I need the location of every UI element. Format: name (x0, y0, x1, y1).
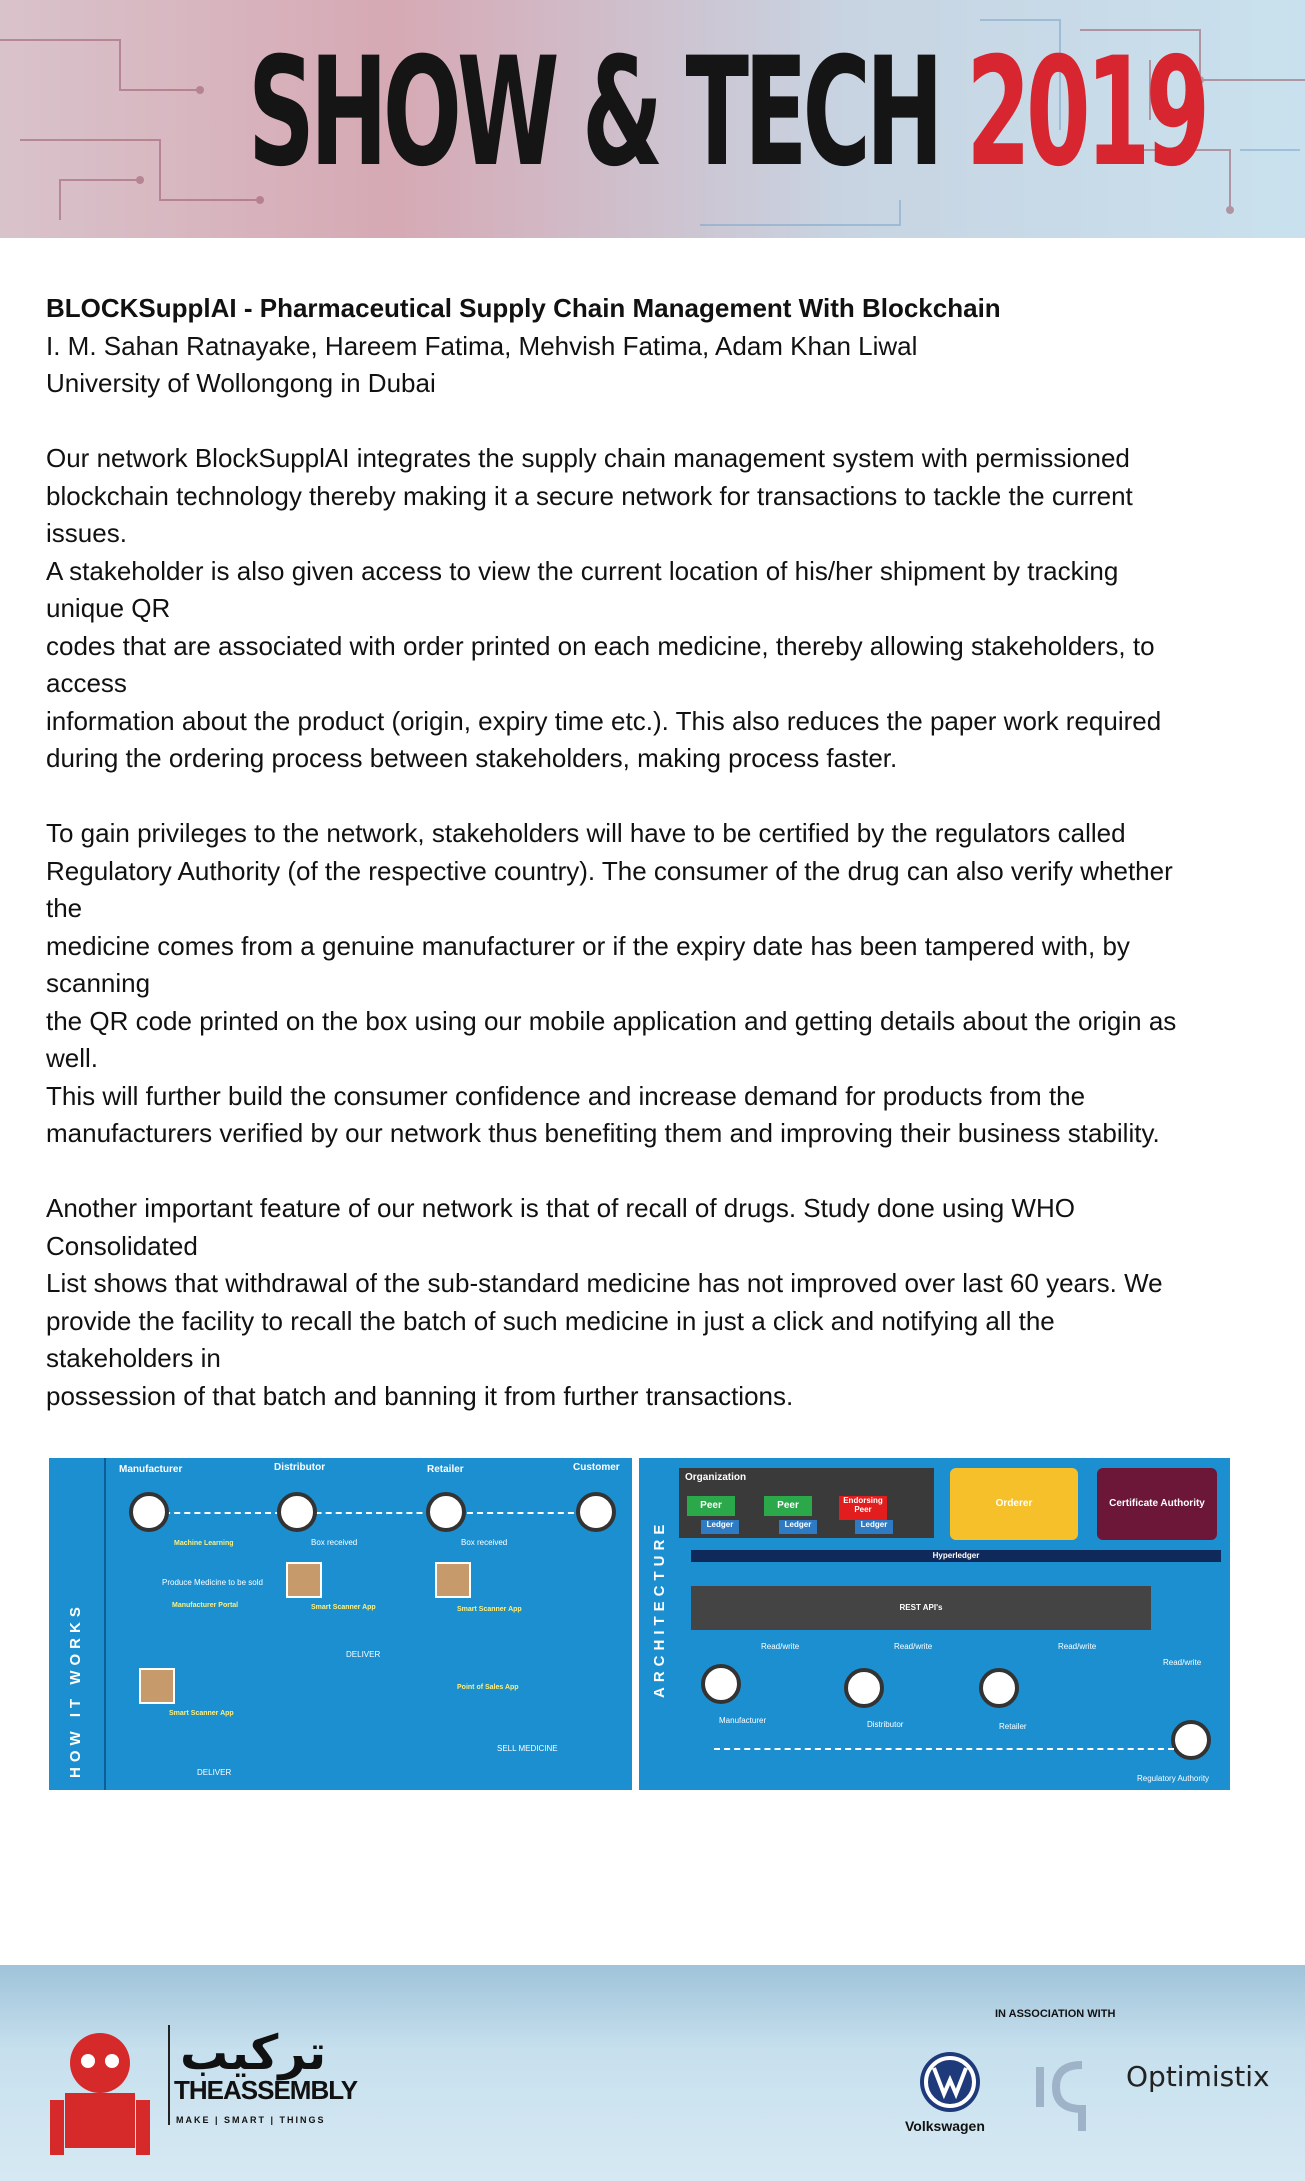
body-line: access (46, 668, 127, 698)
architecture-label: ARCHITECTURE (651, 1519, 668, 1698)
article-body (46, 440, 1276, 1415)
banner-title-main: SHOW & TECH (247, 26, 939, 200)
step-portal: Manufacturer Portal (172, 1602, 239, 1609)
body-line: provide the facility to recall the batch of such medicine in just a click and notifying all the (46, 1305, 1055, 1336)
how-it-works-label: HOW IT WORKS (67, 1602, 84, 1778)
regulatory-link (714, 1748, 1174, 1750)
retailer-icon (426, 1492, 466, 1532)
step-scanner-1: Smart Scanner App (169, 1710, 234, 1717)
volkswagen-label: Volkswagen (905, 2118, 985, 2134)
distributor-icon (277, 1492, 317, 1532)
step-pos: Point of Sales App (457, 1684, 519, 1691)
certificate-authority-box: Certificate Authority (1097, 1468, 1217, 1540)
optimistix-logo: Optimistix (1126, 2060, 1270, 2093)
peer-2: Peer (764, 1496, 812, 1516)
body-line: A stakeholder is also given access to view the current location of his/her shipment by tracking (46, 555, 1119, 586)
paragraph-spacer (46, 1153, 1276, 1191)
organization-box (679, 1468, 934, 1538)
body-line: during the ordering process between stakeholders, making process faster. (46, 743, 898, 773)
regulatory-icon (1171, 1720, 1211, 1760)
architecture-diagram (639, 1458, 1230, 1790)
body-line: medicine comes from a genuine manufacturer or if the expiry date has been tampered with, by (46, 930, 1130, 961)
retailer-node-label: Retailer (999, 1722, 1027, 1731)
body-line: the (46, 893, 83, 923)
step-deliver-2: DELIVER (197, 1768, 232, 1777)
distributor-node-label: Distributor (867, 1720, 904, 1729)
article-title: BLOCKSupplAI - Pharmaceutical Supply Chain Management With Blockchain (46, 293, 1001, 323)
body-line: issues. (46, 518, 127, 548)
body-line: manufacturers verified by our network thus benefiting them and improving their business stability. (46, 1118, 1160, 1148)
box-icon (139, 1668, 175, 1704)
body-line: This will further build the consumer confidence and increase demand for products from the (46, 1080, 1086, 1111)
body-line: the QR code printed on the box using our mobile application and getting details about the origin as (46, 1005, 1177, 1036)
how-it-works-diagram (49, 1458, 632, 1790)
endorsing-peer: Endorsing Peer (839, 1496, 887, 1520)
retailer-node-icon (979, 1668, 1019, 1708)
step-scanner-3: Smart Scanner App (457, 1606, 522, 1613)
body-line: well. (46, 1043, 99, 1073)
hyperledger-bar: Hyperledger (691, 1550, 1221, 1562)
banner-title-year: 2019 (966, 26, 1206, 200)
article-authors: I. M. Sahan Ratnayake, Hareem Fatima, Mehvish Fatima, Adam Khan Liwal (46, 330, 918, 361)
ledger-1: Ledger (701, 1520, 739, 1534)
body-line: blockchain technology thereby making it a secure network for transactions to tackle the current (46, 480, 1133, 511)
box-icon (435, 1562, 471, 1598)
body-line: Regulatory Authority (of the respective country). The consumer of the drug can also verify whether (46, 855, 1173, 886)
paragraph-spacer (46, 778, 1276, 816)
divider (168, 2025, 170, 2125)
body-line: To gain privileges to the network, stakeholders will have to be certified by the regulators called (46, 818, 1126, 848)
step-box-received-1: Box received (311, 1538, 358, 1547)
banner (0, 0, 1305, 238)
ig-logo (1032, 2047, 1092, 2135)
step-sell: SELL MEDICINE (497, 1744, 558, 1753)
article (46, 290, 1276, 1415)
body-line: Our network BlockSupplAI integrates the supply chain management system with permissioned (46, 443, 1130, 473)
col-customer: Customer (573, 1462, 620, 1473)
footer (0, 1965, 1305, 2181)
body-line: information about the product (origin, expiry time etc.). This also reduces the paper work required (46, 705, 1162, 736)
assembly-name: THEASSEMBLY (174, 2075, 358, 2105)
article-affiliation: University of Wollongong in Dubai (46, 368, 436, 398)
organization-label: Organization (685, 1472, 747, 1483)
step-machine-learning: Machine Learning (174, 1540, 234, 1547)
read-write-4: Read/write (1163, 1658, 1202, 1667)
spacer (46, 403, 1276, 441)
col-distributor: Distributor (274, 1462, 326, 1473)
banner-title (247, 26, 1206, 200)
rest-api-box: REST API's (691, 1586, 1151, 1630)
body-line: scanning (46, 968, 151, 998)
step-box-received-2: Box received (461, 1538, 508, 1547)
step-produce: Produce Medicine to be sold (162, 1578, 263, 1587)
ledger-2: Ledger (779, 1520, 817, 1534)
regulatory-label: Regulatory Authority (1137, 1774, 1210, 1783)
association-label: IN ASSOCIATION WITH (995, 2008, 1116, 2020)
step-deliver-1: DELIVER (346, 1650, 381, 1659)
distributor-node-icon (844, 1668, 884, 1708)
body-line: possession of that batch and banning it from further transactions. (46, 1380, 794, 1411)
body-line: unique QR (46, 593, 171, 623)
body-line: Consolidated (46, 1230, 198, 1261)
step-scanner-2: Smart Scanner App (311, 1604, 376, 1611)
volkswagen-logo (918, 2050, 982, 2114)
ledger-3: Ledger (855, 1520, 893, 1534)
orderer-box: Orderer (950, 1468, 1078, 1540)
body-line: List shows that withdrawal of the sub-standard medicine has not improved over last 60 years. We (46, 1268, 1163, 1298)
body-line: Another important feature of our network is that of recall of drugs. Study done using WHO (46, 1193, 1075, 1223)
col-manufacturer: Manufacturer (119, 1464, 183, 1475)
flow-line (154, 1512, 584, 1514)
divider (104, 1458, 106, 1790)
peer-1: Peer (687, 1496, 735, 1516)
customer-icon (576, 1492, 616, 1532)
body-line: codes that are associated with order printed on each medicine, thereby allowing stakeholders, to (46, 630, 1155, 661)
body-line: stakeholders in (46, 1343, 221, 1373)
read-write-1: Read/write (761, 1642, 800, 1651)
assembly-tagline: MAKE | SMART | THINGS (176, 2115, 326, 2125)
col-retailer: Retailer (427, 1464, 464, 1475)
manufacturer-icon (129, 1492, 169, 1532)
assembly-arabic: تركيب (180, 2025, 327, 2081)
read-write-3: Read/write (1058, 1642, 1097, 1651)
read-write-2: Read/write (894, 1642, 933, 1651)
assembly-robot-logo (40, 2025, 160, 2165)
box-icon (286, 1562, 322, 1598)
manufacturer-node-icon (701, 1664, 741, 1704)
manufacturer-node-label: Manufacturer (719, 1716, 767, 1725)
